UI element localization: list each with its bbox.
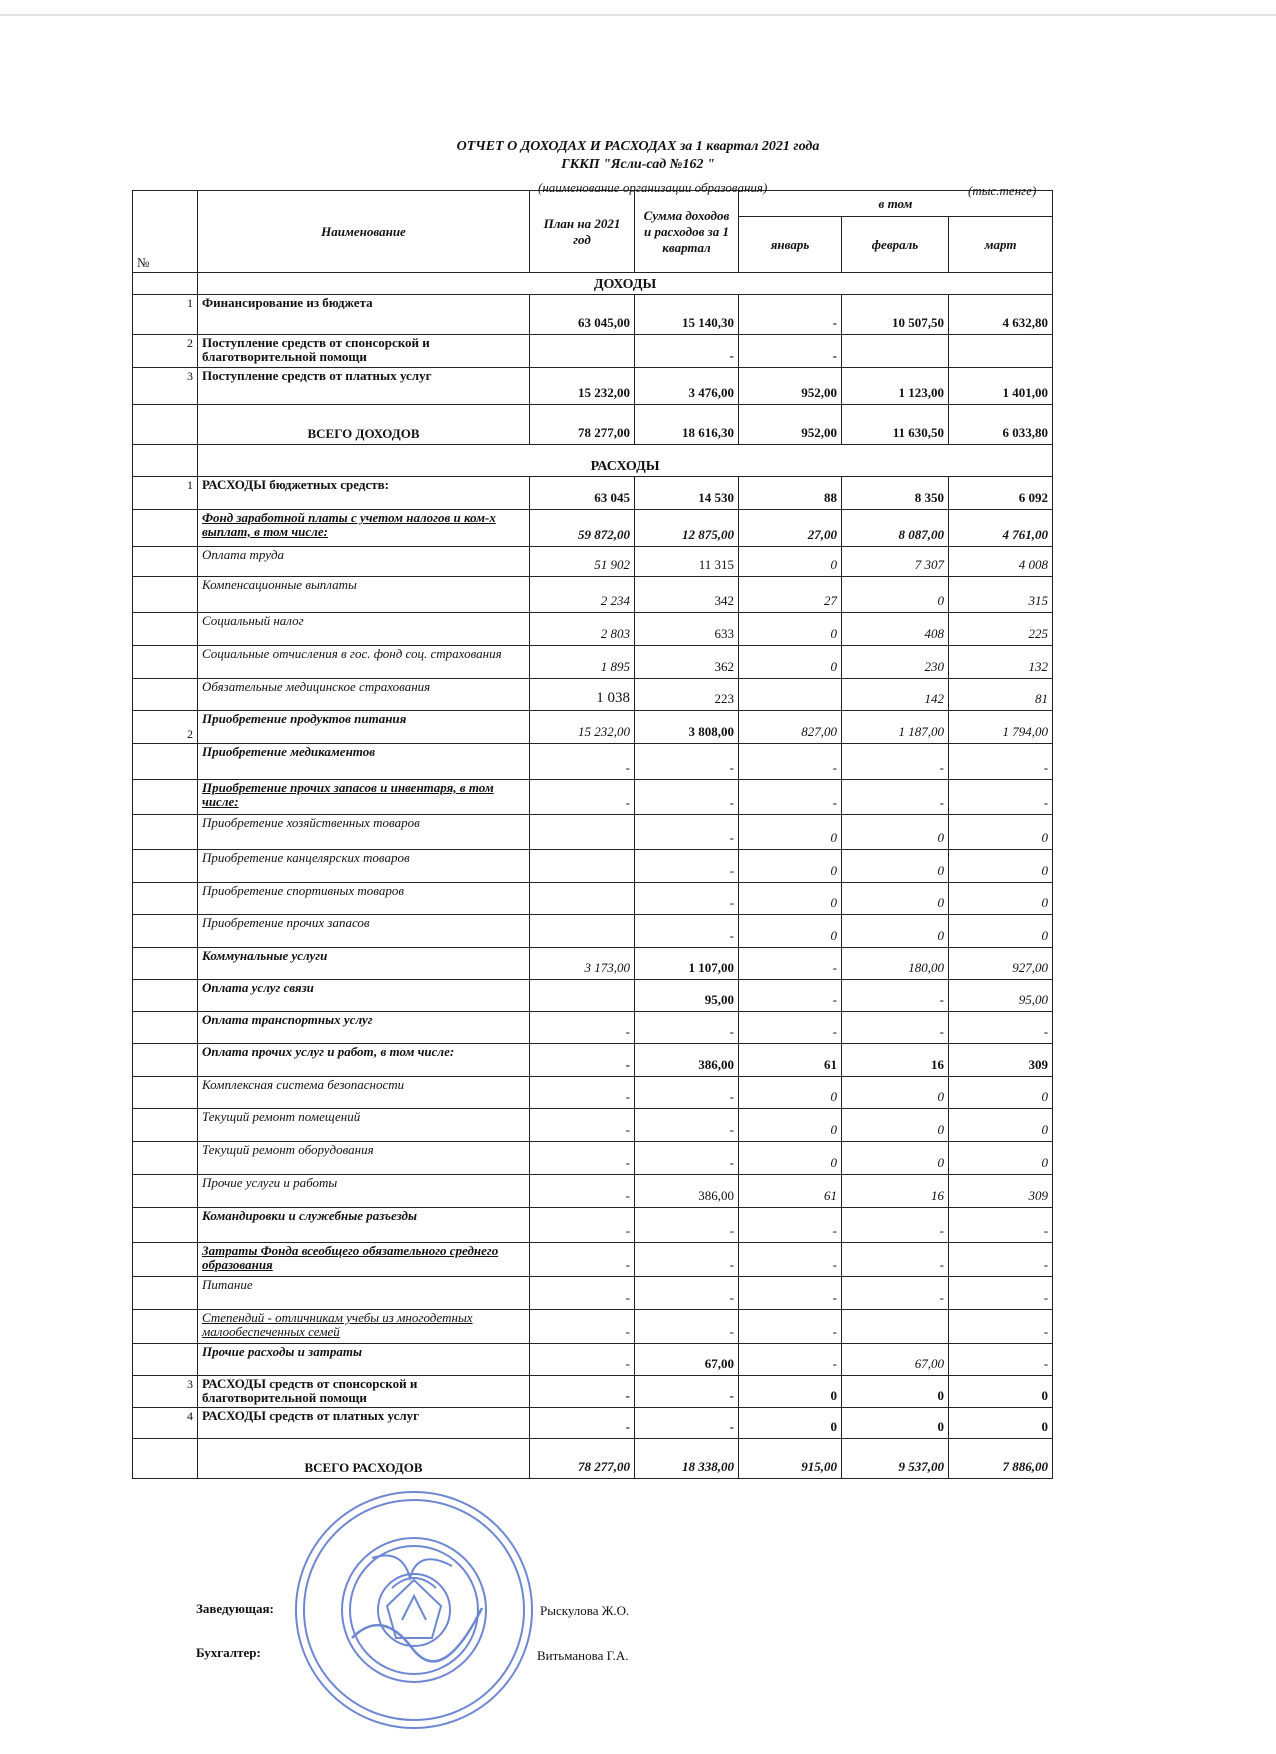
cell-jan	[739, 679, 842, 711]
cell-feb: -	[842, 1208, 949, 1243]
section-title: ДОХОДЫ	[198, 273, 1053, 295]
row-num	[133, 1109, 198, 1142]
col-header-name: Наименование	[198, 191, 530, 273]
cell-feb: 0	[842, 883, 949, 915]
row-name: Приобретение прочих запасов и инвентаря, в том числе:	[198, 780, 530, 815]
row-name: Финансирование из бюджета	[198, 295, 530, 335]
cell-sum: -	[635, 1208, 739, 1243]
row-num	[133, 445, 198, 477]
cell-jan: 0	[739, 1109, 842, 1142]
row-num	[133, 1175, 198, 1208]
row-name: Оплата прочих услуг и работ, в том числе:	[198, 1044, 530, 1077]
cell-sum: 3 808,00	[635, 711, 739, 744]
table-row	[133, 980, 1053, 1012]
report-title: ОТЧЕТ О ДОХОДАХ И РАСХОДАХ за 1 квартал 2021 года	[456, 139, 820, 154]
cell-mar: 0	[949, 915, 1053, 948]
report-table	[132, 190, 1053, 1479]
col-header-sum: Сумма доходов и расходов за 1 квартал	[635, 191, 739, 273]
cell-mar: 0	[949, 1077, 1053, 1109]
cell-jan: 61	[739, 1175, 842, 1208]
cell-sum: 3 476,00	[635, 368, 739, 405]
cell-sum: 362	[635, 646, 739, 679]
row-num	[133, 1077, 198, 1109]
cell-feb: 0	[842, 850, 949, 883]
row-name: Фонд заработной платы с учетом налогов и ком-х выплат, в том числе:	[198, 510, 530, 547]
cell-mar: 132	[949, 646, 1053, 679]
row-name: РАСХОДЫ средств от платных услуг	[198, 1408, 530, 1439]
cell-sum: -	[635, 1077, 739, 1109]
cell-plan: -	[530, 1277, 635, 1310]
cell-mar: 1 794,00	[949, 711, 1053, 744]
cell-sum: 1 107,00	[635, 948, 739, 980]
cell-plan: -	[530, 1344, 635, 1376]
cell-jan: 0	[739, 547, 842, 577]
row-name: Оплата услуг связи	[198, 980, 530, 1012]
row-num	[133, 1012, 198, 1044]
row-name: Обязательные медицинское страхования	[198, 679, 530, 711]
row-name: Приобретение канцелярских товаров	[198, 850, 530, 883]
expenses-section	[133, 445, 1053, 477]
cell-jan: 27	[739, 577, 842, 613]
organization-name: ГККП "Ясли-сад №162 "	[561, 157, 715, 172]
cell-plan	[530, 335, 635, 368]
row-num	[133, 1344, 198, 1376]
cell-plan: -	[530, 1376, 635, 1408]
row-name: Степендий - отличникам учебы из многодетных малообеспеченных семей	[198, 1310, 530, 1344]
row-num	[133, 815, 198, 850]
cell-mar: 4 761,00	[949, 510, 1053, 547]
scan-edge-line	[0, 14, 1276, 16]
col-header-jan: январь	[739, 217, 842, 273]
row-num: 4	[133, 1408, 198, 1439]
cell-mar: 0	[949, 850, 1053, 883]
cell-jan: 0	[739, 1142, 842, 1175]
row-name: Коммунальные услуги	[198, 948, 530, 980]
cell-feb: 7 307	[842, 547, 949, 577]
cell-mar: -	[949, 1344, 1053, 1376]
cell-feb: 0	[842, 1408, 949, 1439]
report-body	[133, 273, 1053, 1479]
cell-feb: 1 187,00	[842, 711, 949, 744]
cell-feb: 67,00	[842, 1344, 949, 1376]
table-row	[133, 1077, 1053, 1109]
cell-sum: -	[635, 1376, 739, 1408]
cell-mar: 0	[949, 1142, 1053, 1175]
cell-jan: -	[739, 780, 842, 815]
cell-plan: 51 902	[530, 547, 635, 577]
cell-feb: 16	[842, 1175, 949, 1208]
cell-feb: 8 087,00	[842, 510, 949, 547]
table-row	[133, 1208, 1053, 1243]
row-num	[133, 547, 198, 577]
table-row	[133, 1012, 1053, 1044]
cell-jan: -	[739, 948, 842, 980]
cell-plan: -	[530, 744, 635, 780]
head-name: Рыскулова Ж.О.	[540, 1603, 630, 1618]
row-name: РАСХОДЫ бюджетных средств:	[198, 477, 530, 510]
row-name: Приобретение продуктов питания	[198, 711, 530, 744]
table-row	[133, 477, 1053, 510]
cell-mar: 315	[949, 577, 1053, 613]
cell-mar: -	[949, 1208, 1053, 1243]
row-name: Затраты Фонда всеобщего обязательного среднего образования	[198, 1243, 530, 1277]
total-mar: 7 886,00	[949, 1439, 1053, 1479]
cell-mar: 0	[949, 883, 1053, 915]
table-row	[133, 1243, 1053, 1277]
cell-feb: 10 507,50	[842, 295, 949, 335]
table-row	[133, 646, 1053, 679]
cell-plan: -	[530, 1044, 635, 1077]
cell-jan: 27,00	[739, 510, 842, 547]
cell-plan	[530, 815, 635, 850]
row-name: Прочие расходы и затраты	[198, 1344, 530, 1376]
row-name: Приобретение медикаментов	[198, 744, 530, 780]
accountant-label: Бухгалтер:	[196, 1645, 261, 1660]
cell-sum: 67,00	[635, 1344, 739, 1376]
cell-jan: 0	[739, 883, 842, 915]
cell-feb: -	[842, 744, 949, 780]
row-name: Командировки и служебные разъезды	[198, 1208, 530, 1243]
cell-jan: 827,00	[739, 711, 842, 744]
cell-jan: 0	[739, 1077, 842, 1109]
cell-sum: -	[635, 744, 739, 780]
cell-mar: 0	[949, 1376, 1053, 1408]
row-name: Питание	[198, 1277, 530, 1310]
table-row	[133, 510, 1053, 547]
cell-feb: 1 123,00	[842, 368, 949, 405]
cell-plan: -	[530, 1408, 635, 1439]
cell-plan	[530, 850, 635, 883]
cell-plan: 63 045	[530, 477, 635, 510]
cell-plan: -	[530, 1012, 635, 1044]
cell-plan: 3 173,00	[530, 948, 635, 980]
row-name: Приобретение хозяйственных товаров	[198, 815, 530, 850]
total-feb: 11 630,50	[842, 405, 949, 445]
table-row	[133, 1044, 1053, 1077]
cell-jan: -	[739, 980, 842, 1012]
row-num	[133, 1044, 198, 1077]
cell-jan: 0	[739, 915, 842, 948]
col-header-group: в том	[739, 191, 1053, 217]
cell-sum: -	[635, 1408, 739, 1439]
row-num	[133, 510, 198, 547]
cell-jan: -	[739, 1344, 842, 1376]
cell-sum: -	[635, 850, 739, 883]
table-row	[133, 1175, 1053, 1208]
cell-feb: 142	[842, 679, 949, 711]
row-name: Комплексная система безопасности	[198, 1077, 530, 1109]
total-jan: 915,00	[739, 1439, 842, 1479]
row-name: Поступление средств от спонсорской и благотворительной помощи	[198, 335, 530, 368]
table-row	[133, 883, 1053, 915]
cell-feb: -	[842, 780, 949, 815]
cell-mar: 309	[949, 1175, 1053, 1208]
cell-feb: 0	[842, 1376, 949, 1408]
table-row	[133, 1142, 1053, 1175]
cell-plan: -	[530, 1208, 635, 1243]
cell-jan: 88	[739, 477, 842, 510]
row-name: Текущий ремонт помещений	[198, 1109, 530, 1142]
row-num	[133, 1243, 198, 1277]
cell-plan: -	[530, 1310, 635, 1344]
cell-mar: 0	[949, 815, 1053, 850]
cell-sum: -	[635, 780, 739, 815]
cell-mar: -	[949, 1310, 1053, 1344]
row-num	[133, 405, 198, 445]
cell-mar: -	[949, 744, 1053, 780]
cell-jan: -	[739, 1012, 842, 1044]
cell-jan: -	[739, 1310, 842, 1344]
cell-feb: 230	[842, 646, 949, 679]
cell-jan: 0	[739, 815, 842, 850]
cell-plan: -	[530, 1142, 635, 1175]
row-name: Прочие услуги и работы	[198, 1175, 530, 1208]
table-row	[133, 547, 1053, 577]
income-total-row	[133, 405, 1053, 445]
row-num: 3	[133, 368, 198, 405]
cell-sum: -	[635, 1109, 739, 1142]
cell-jan: -	[739, 744, 842, 780]
organization-hint: (наименование организации образования)	[538, 180, 768, 195]
row-num	[133, 679, 198, 711]
cell-mar: 225	[949, 613, 1053, 646]
cell-plan	[530, 915, 635, 948]
col-header-num: №	[133, 191, 198, 273]
expenses-total-row	[133, 1439, 1053, 1479]
cell-plan: -	[530, 1109, 635, 1142]
cell-feb: -	[842, 980, 949, 1012]
cell-mar: 4 008	[949, 547, 1053, 577]
table-row	[133, 295, 1053, 335]
table-row	[133, 368, 1053, 405]
cell-sum: 386,00	[635, 1175, 739, 1208]
cell-plan: 1 895	[530, 646, 635, 679]
head-label: Заведующая:	[196, 1601, 274, 1616]
table-row	[133, 850, 1053, 883]
row-name: Текущий ремонт оборудования	[198, 1142, 530, 1175]
cell-mar: -	[949, 780, 1053, 815]
table-row	[133, 1310, 1053, 1344]
table-row	[133, 744, 1053, 780]
cell-mar: -	[949, 1012, 1053, 1044]
cell-sum: 342	[635, 577, 739, 613]
cell-mar: -	[949, 1243, 1053, 1277]
cell-feb: 16	[842, 1044, 949, 1077]
cell-plan: 2 803	[530, 613, 635, 646]
cell-jan: 0	[739, 1376, 842, 1408]
table-row	[133, 1344, 1053, 1376]
table-row	[133, 335, 1053, 368]
cell-sum: 15 140,30	[635, 295, 739, 335]
table-row	[133, 711, 1053, 744]
cell-feb: 408	[842, 613, 949, 646]
row-num	[133, 646, 198, 679]
cell-mar: 95,00	[949, 980, 1053, 1012]
cell-plan: -	[530, 1077, 635, 1109]
row-num	[133, 1439, 198, 1479]
cell-sum: -	[635, 335, 739, 368]
row-name: Компенсационные выплаты	[198, 577, 530, 613]
cell-feb: -	[842, 1243, 949, 1277]
row-num: 1	[133, 295, 198, 335]
cell-jan: 0	[739, 646, 842, 679]
income-section	[133, 273, 1053, 295]
units-label: (тыс.тенге)	[968, 183, 1037, 198]
total-plan: 78 277,00	[530, 1439, 635, 1479]
cell-sum: 12 875,00	[635, 510, 739, 547]
row-num	[133, 980, 198, 1012]
cell-jan: 0	[739, 613, 842, 646]
cell-plan: -	[530, 1243, 635, 1277]
row-num	[133, 915, 198, 948]
col-header-plan: План на 2021 год	[530, 191, 635, 273]
cell-feb: 180,00	[842, 948, 949, 980]
row-num: 1	[133, 477, 198, 510]
cell-sum: 633	[635, 613, 739, 646]
cell-plan: 15 232,00	[530, 368, 635, 405]
cell-plan: -	[530, 1175, 635, 1208]
table-row	[133, 915, 1053, 948]
row-num	[133, 850, 198, 883]
cell-feb	[842, 335, 949, 368]
cell-feb: 0	[842, 577, 949, 613]
cell-feb: 0	[842, 1142, 949, 1175]
cell-mar: -	[949, 1277, 1053, 1310]
table-row	[133, 948, 1053, 980]
cell-jan: 61	[739, 1044, 842, 1077]
cell-jan: -	[739, 1243, 842, 1277]
row-num	[133, 1277, 198, 1310]
row-num	[133, 273, 198, 295]
cell-plan: 2 234	[530, 577, 635, 613]
row-name: Поступление средств от платных услуг	[198, 368, 530, 405]
cell-plan	[530, 883, 635, 915]
cell-mar: 309	[949, 1044, 1053, 1077]
table-row	[133, 1408, 1053, 1439]
accountant-name: Витьманова Г.А.	[537, 1648, 629, 1663]
cell-feb: 0	[842, 815, 949, 850]
cell-feb: 0	[842, 1077, 949, 1109]
cell-sum: 95,00	[635, 980, 739, 1012]
total-sum: 18 616,30	[635, 405, 739, 445]
cell-mar: 0	[949, 1408, 1053, 1439]
cell-jan: -	[739, 295, 842, 335]
cell-sum: -	[635, 815, 739, 850]
cell-mar	[949, 335, 1053, 368]
cell-sum: -	[635, 915, 739, 948]
cell-sum: -	[635, 1277, 739, 1310]
row-name: РАСХОДЫ средств от спонсорской и благотворительной помощи	[198, 1376, 530, 1408]
cell-mar: 0	[949, 1109, 1053, 1142]
table-row	[133, 780, 1053, 815]
row-num	[133, 780, 198, 815]
total-label: ВСЕГО РАСХОДОВ	[198, 1439, 530, 1479]
row-name: Социальный налог	[198, 613, 530, 646]
cell-sum: -	[635, 1310, 739, 1344]
cell-jan: -	[739, 1277, 842, 1310]
row-name: Оплата труда	[198, 547, 530, 577]
total-plan: 78 277,00	[530, 405, 635, 445]
row-num	[133, 744, 198, 780]
cell-jan: -	[739, 1208, 842, 1243]
row-num: 2	[133, 335, 198, 368]
cell-sum: 223	[635, 679, 739, 711]
cell-feb: 0	[842, 915, 949, 948]
cell-mar: 81	[949, 679, 1053, 711]
cell-feb: 0	[842, 1109, 949, 1142]
total-mar: 6 033,80	[949, 405, 1053, 445]
table-row	[133, 613, 1053, 646]
row-num	[133, 1142, 198, 1175]
cell-jan: -	[739, 335, 842, 368]
cell-sum: -	[635, 1012, 739, 1044]
round-seal-icon	[292, 1488, 536, 1732]
cell-feb: -	[842, 1012, 949, 1044]
row-num	[133, 1208, 198, 1243]
cell-sum: -	[635, 883, 739, 915]
row-name: Социальные отчисления в гос. фонд соц. страхования	[198, 646, 530, 679]
cell-feb: 8 350	[842, 477, 949, 510]
col-header-feb: февраль	[842, 217, 949, 273]
cell-jan: 0	[739, 1408, 842, 1439]
row-num	[133, 577, 198, 613]
cell-plan: 63 045,00	[530, 295, 635, 335]
row-num	[133, 883, 198, 915]
section-title: РАСХОДЫ	[198, 445, 1053, 477]
cell-mar: 927,00	[949, 948, 1053, 980]
cell-mar: 1 401,00	[949, 368, 1053, 405]
cell-sum: 386,00	[635, 1044, 739, 1077]
cell-jan: 0	[739, 850, 842, 883]
cell-sum: 14 530	[635, 477, 739, 510]
row-num	[133, 1310, 198, 1344]
cell-plan: -	[530, 780, 635, 815]
cell-plan: 59 872,00	[530, 510, 635, 547]
row-num: 3	[133, 1376, 198, 1408]
row-name: Оплата транспортных услуг	[198, 1012, 530, 1044]
row-num: 2	[133, 711, 198, 744]
row-name: Приобретение спортивных товаров	[198, 883, 530, 915]
cell-feb	[842, 1310, 949, 1344]
cell-plan	[530, 980, 635, 1012]
cell-sum: 11 315	[635, 547, 739, 577]
total-jan: 952,00	[739, 405, 842, 445]
cell-mar: 6 092	[949, 477, 1053, 510]
table-row	[133, 815, 1053, 850]
total-feb: 9 537,00	[842, 1439, 949, 1479]
row-num	[133, 613, 198, 646]
row-name: Приобретение прочих запасов	[198, 915, 530, 948]
cell-jan: 952,00	[739, 368, 842, 405]
table-row	[133, 1109, 1053, 1142]
total-label: ВСЕГО ДОХОДОВ	[198, 405, 530, 445]
row-num	[133, 948, 198, 980]
cell-sum: -	[635, 1243, 739, 1277]
table-row	[133, 1277, 1053, 1310]
cell-plan: 15 232,00	[530, 711, 635, 744]
table-row	[133, 679, 1053, 711]
table-row	[133, 577, 1053, 613]
table-row	[133, 1376, 1053, 1408]
cell-mar: 4 632,80	[949, 295, 1053, 335]
cell-sum: -	[635, 1142, 739, 1175]
cell-plan: 1 038	[530, 679, 635, 711]
total-sum: 18 338,00	[635, 1439, 739, 1479]
col-header-mar: март	[949, 217, 1053, 273]
cell-feb: -	[842, 1277, 949, 1310]
